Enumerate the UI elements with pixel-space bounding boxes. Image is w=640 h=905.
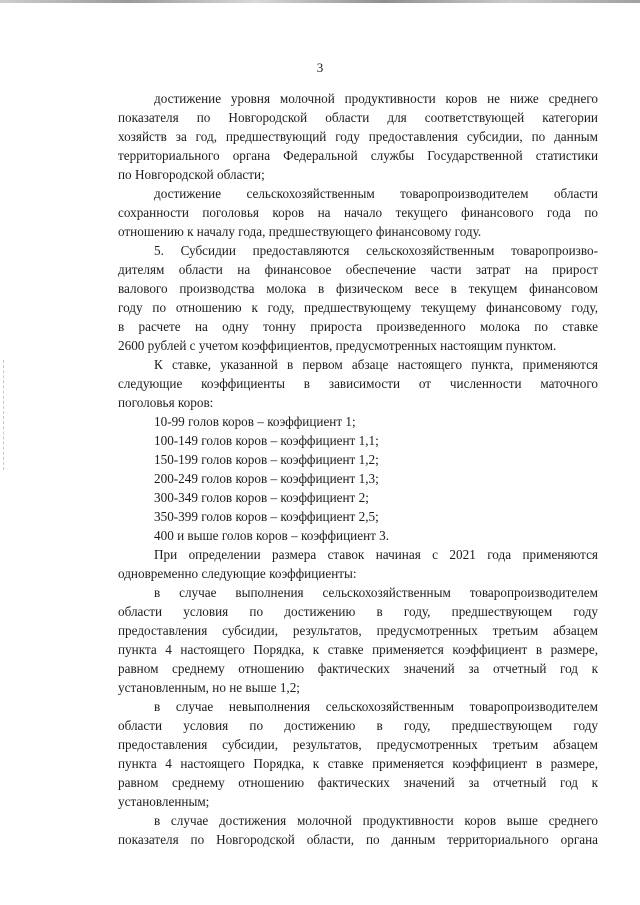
- text-line: следующие коэффициенты в зависимости от численности маточного: [118, 376, 598, 391]
- text-line: в случае достижения молочной продуктивности коров выше среднего: [154, 813, 598, 828]
- coefficient-item: 350-399 голов коров – коэффициент 2,5;: [154, 509, 379, 524]
- text-line: показателя по Новгородской области для соответствующей категории: [118, 110, 598, 125]
- coefficient-item: 400 и выше голов коров – коэффициент 3.: [154, 528, 390, 543]
- text-line: территориального органа Федеральной службы Государственной статистики: [118, 148, 598, 163]
- text-line: поголовья коров:: [118, 395, 214, 410]
- text-line: области условия по достижению в году, предшествующем году: [118, 604, 598, 619]
- text-line: достижение уровня молочной продуктивности коров не ниже среднего: [154, 91, 598, 106]
- text-line: предоставления субсидии, результатов, предусмотренных третьим абзацем: [118, 737, 598, 752]
- text-line: пункта 4 настоящего Порядка, к ставке применяется коэффициент в размере,: [118, 756, 598, 771]
- text-line: году по отношению к году, предшествующему текущему финансовому году,: [118, 300, 598, 315]
- text-line: 5. Субсидии предоставляются сельскохозяйственным товаропроизво-: [154, 243, 598, 258]
- text-line: отношению к началу года, предшествующего финансовому году.: [118, 224, 482, 239]
- text-line: в случае выполнения сельскохозяйственным товаропроизводителем: [154, 585, 598, 600]
- text-line: При определении размера ставок начиная с 2021 года применяются: [154, 547, 598, 562]
- text-line: одновременно следующие коэффициенты:: [118, 566, 357, 581]
- text-line: пункта 4 настоящего Порядка, к ставке применяется коэффициент в размере,: [118, 642, 598, 657]
- coefficient-item: 10-99 голов коров – коэффициент 1;: [154, 414, 356, 429]
- scan-margin-artifact: [3, 360, 5, 470]
- text-line: предоставления субсидии, результатов, предусмотренных третьим абзацем: [118, 623, 598, 638]
- text-line: в расчете на одну тонну прироста произведенного молока по ставке: [118, 319, 598, 334]
- text-line: К ставке, указанной в первом абзаце настоящего пункта, применяются: [154, 357, 598, 372]
- scan-edge-artifact: [0, 0, 640, 3]
- text-line: валового производства молока в физическом весе в текущем финансовом: [118, 281, 598, 296]
- text-line: области условия по достижению в году, предшествующем году: [118, 718, 598, 733]
- text-line: равном среднему отношению фактических значений за отчетный год к: [118, 775, 598, 790]
- coefficient-item: 300-349 голов коров – коэффициент 2;: [154, 490, 369, 505]
- text-line: показателя по Новгородской области, по данным территориального органа: [118, 832, 598, 847]
- page-number: 3: [316, 60, 324, 75]
- text-line: 2600 рублей с учетом коэффициентов, предусмотренных настоящим пунктом.: [118, 338, 557, 353]
- coefficient-item: 100-149 голов коров – коэффициент 1,1;: [154, 433, 379, 448]
- text-line: хозяйств за год, предшествующий году предоставления субсидии, по данным: [118, 129, 598, 144]
- text-line: достижение сельскохозяйственным товаропроизводителем области: [154, 186, 598, 201]
- text-line: по Новгородской области;: [118, 167, 265, 182]
- text-line: установленным;: [118, 794, 210, 809]
- text-line: дителям области на финансовое обеспечение части затрат на прирост: [118, 262, 598, 277]
- text-line: равном среднему отношению фактических значений за отчетный год к: [118, 661, 598, 676]
- text-line: сохранности поголовья коров на начало текущего финансового года по: [118, 205, 598, 220]
- coefficient-item: 200-249 голов коров – коэффициент 1,3;: [154, 471, 379, 486]
- coefficient-item: 150-199 голов коров – коэффициент 1,2;: [154, 452, 379, 467]
- text-line: установленным, но не выше 1,2;: [118, 680, 300, 695]
- text-line: в случае невыполнения сельскохозяйственным товаропроизводителем: [154, 699, 598, 714]
